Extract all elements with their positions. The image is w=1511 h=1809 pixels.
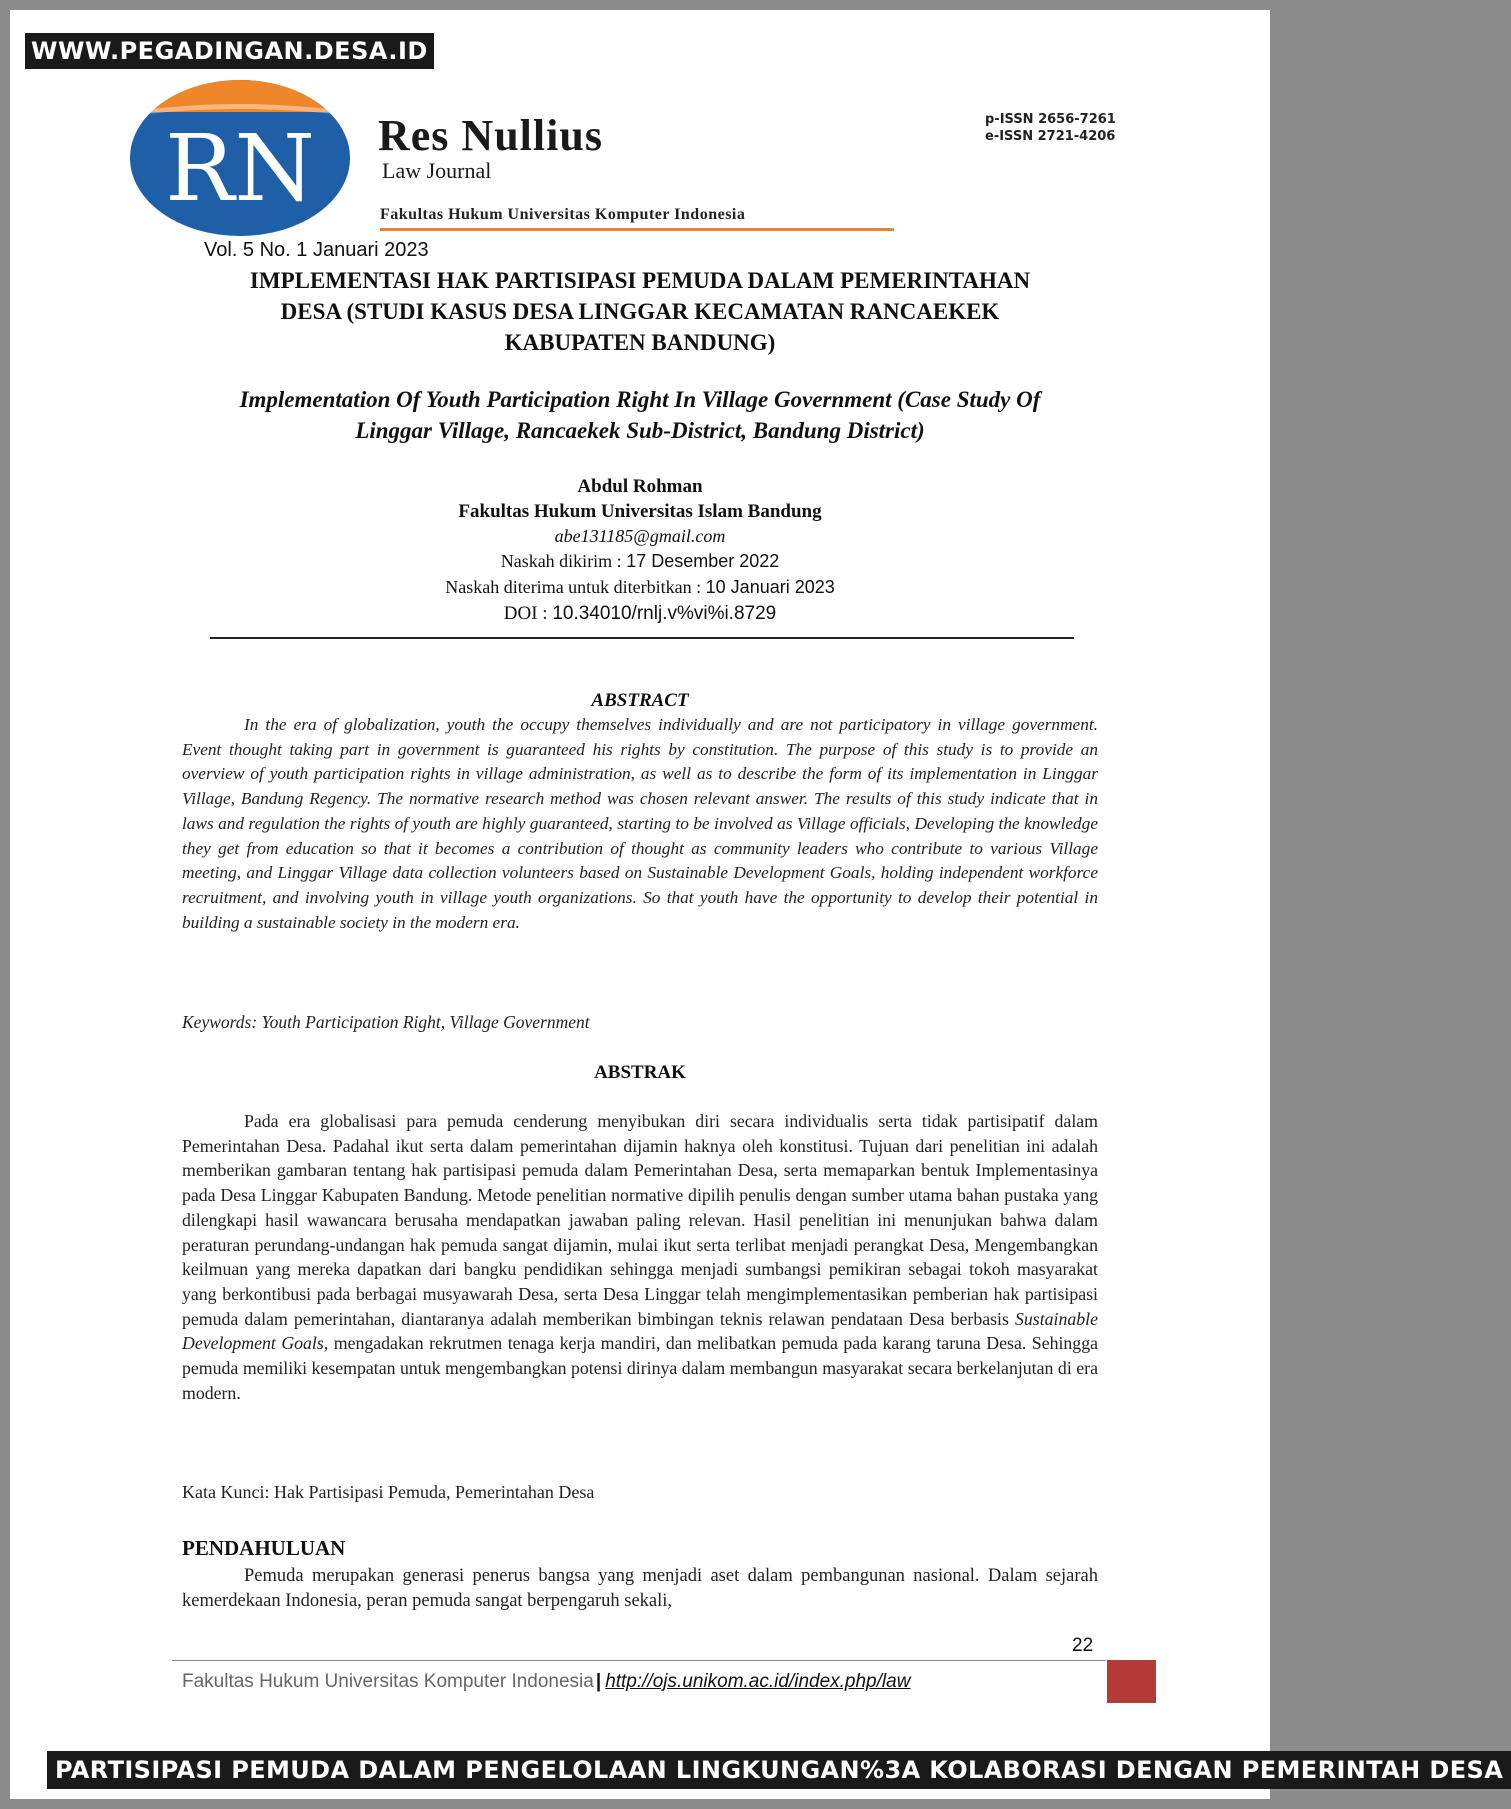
svg-text:RN: RN xyxy=(165,115,315,222)
footer-color-block xyxy=(1107,1660,1156,1703)
abstrak-paragraph: Pada era globalisasi para pemuda cenderung menyibukan diri secara individualis serta tidak partisipatif dalam Pemerintahan Desa. Padahal ikut serta dalam pemerintahan dijamin haknya oleh konstitusi. Tujuan dari penelitian ini adalah memberikan gambaran tentang hak partisipasi pemuda dalam Pemerintahan Desa, serta memaparkan bentuk Implementasinya pada Desa Linggar Kabupaten Bandung. Metode penelitian normative dipilih penulis dengan sumber utama bahan pustaka yang dilengkapi hasil wawancara berusaha mendapatkan jawaban paling relevan. Hasil penelitian ini menunjukan bahwa dalam peraturan perundang-undangan hak pemuda sangat dijamin, mulai ikut serta terlibat menjadi perangkat Desa, Mengembangkan keilmuan yang mereka dapatkan dari bangku pendidikan sehingga menjadi sumbangsi pemikiran sebagai tokoh masyarakat yang berkontibusi pada berbagai musyawarah Desa, serta Desa Linggar telah mengimplementasikan pemberian hak partisipasi pemuda dalam pemerintahan, diantaranya adalah memberikan bimbingan teknis relawan pendataan Desa berbasis Sustainable Development Goals, mengadakan rekrutmen tenaga kerja mandiri, dan melibatkan pemuda pada karang taruna Desa. Sehingga pemuda memiliki kesempatan untuk mengembangkan potensi dirinya dalam membangun masyarakat secara berkelanjutan di era modern. xyxy=(182,1111,1098,1403)
footer-divider xyxy=(172,1660,1106,1661)
page-number: 22 xyxy=(1072,1635,1094,1656)
abstrak-heading: ABSTRAK xyxy=(594,1062,686,1083)
intro-heading: PENDAHULUAN xyxy=(182,1536,346,1560)
p-issn: p-ISSN 2656-7261 xyxy=(985,112,1116,127)
title-id-line: KABUPATEN BANDUNG) xyxy=(504,330,776,355)
image-caption: PARTISIPASI PEMUDA DALAM PENGELOLAAN LINGKUNGAN%3A KOLABORASI DENGAN PEMERINTAH DESA xyxy=(47,1751,1511,1789)
abstract-english xyxy=(182,713,1098,935)
submitted-date: Naskah dikirim : 17 Desember 2022 xyxy=(500,551,780,571)
title-id-line: DESA (STUDI KASUS DESA LINGGAR KECAMATAN RANCAEKEK xyxy=(280,299,1000,324)
journal-subtitle: Law Journal xyxy=(382,158,492,183)
orange-divider xyxy=(380,228,894,231)
author-affiliation: Fakultas Hukum Universitas Islam Bandung xyxy=(458,501,822,522)
keywords: Keywords: Youth Participation Right, Village Government xyxy=(182,1012,590,1032)
abstrak-indonesian xyxy=(182,1109,1098,1405)
abstract-heading: ABSTRACT xyxy=(591,690,689,711)
author-block xyxy=(300,474,980,628)
footer-institution: Fakultas Hukum Universitas Komputer Indonesia xyxy=(182,1671,594,1692)
e-issn: e-ISSN 2721-4206 xyxy=(985,129,1116,144)
title-indonesian xyxy=(180,265,1100,358)
header-divider xyxy=(210,637,1074,639)
abstract-paragraph: In the era of globalization, youth the occupy themselves individually and are not participatory in village government. Event thought taking part in government is guaranteed his rights by constitution. The purpose of this study is to provide an overview of youth participation rights in village administration, as well as to describe the form of its implementation in Linggar Village, Bandung Regency. The normative research method was chosen relevant answer. The results of this study indicate that in laws and regulation the rights of youth are highly guaranteed, starting to be involved as Village officials, Developing the knowledge they get from education so that it becomes a contribution of thought as community leaders who contribute to various Village meeting, and Linggar Village data collection volunteers based on Sustainable Development Goals, holding independent workforce recruitment, and involving youth in village youth organizations. So that youth have the opportunity to develop their potential in building a sustainable society in the modern era. xyxy=(182,715,1098,932)
journal-faculty: Fakultas Hukum Universitas Komputer Indonesia xyxy=(380,206,746,223)
author-email[interactable]: abe131185@gmail.com xyxy=(554,526,726,546)
intro-paragraph: Pemuda merupakan generasi penerus bangsa yang menjadi aset dalam pembangunan nasional. Dalam sejarah kemerdekaan Indonesia, peran pemuda sangat berpengaruh sekali, xyxy=(182,1566,1098,1611)
footer xyxy=(182,1671,910,1693)
doi: DOI : 10.34010/rnlj.v%vi%i.8729 xyxy=(503,603,777,624)
journal-name: Res Nullius xyxy=(378,111,603,160)
issn-block xyxy=(985,111,1116,145)
accepted-date: Naskah diterima untuk diterbitkan : 10 Januari 2023 xyxy=(445,577,835,597)
footer-url-link[interactable]: http://ojs.unikom.ac.id/index.php/law xyxy=(605,1671,911,1692)
title-en-line: Linggar Village, Rancaekek Sub-District, Bandung District) xyxy=(355,418,925,443)
title-english xyxy=(180,384,1100,446)
footer-separator: | xyxy=(595,1671,602,1692)
title-en-line: Implementation Of Youth Participation Right In Village Government (Case Study Of xyxy=(239,387,1041,412)
site-watermark-tag[interactable]: WWW.PEGADINGAN.DESA.ID xyxy=(25,33,434,69)
kata-kunci: Kata Kunci: Hak Partisipasi Pemuda, Pemerintahan Desa xyxy=(182,1482,595,1502)
author-name: Abdul Rohman xyxy=(577,476,703,497)
intro-text xyxy=(182,1564,1098,1614)
volume-issue: Vol. 5 No. 1 Januari 2023 xyxy=(204,239,429,261)
title-id-line: IMPLEMENTASI HAK PARTISIPASI PEMUDA DALAM PEMERINTAHAN xyxy=(249,268,1031,293)
journal-logo xyxy=(128,78,352,238)
